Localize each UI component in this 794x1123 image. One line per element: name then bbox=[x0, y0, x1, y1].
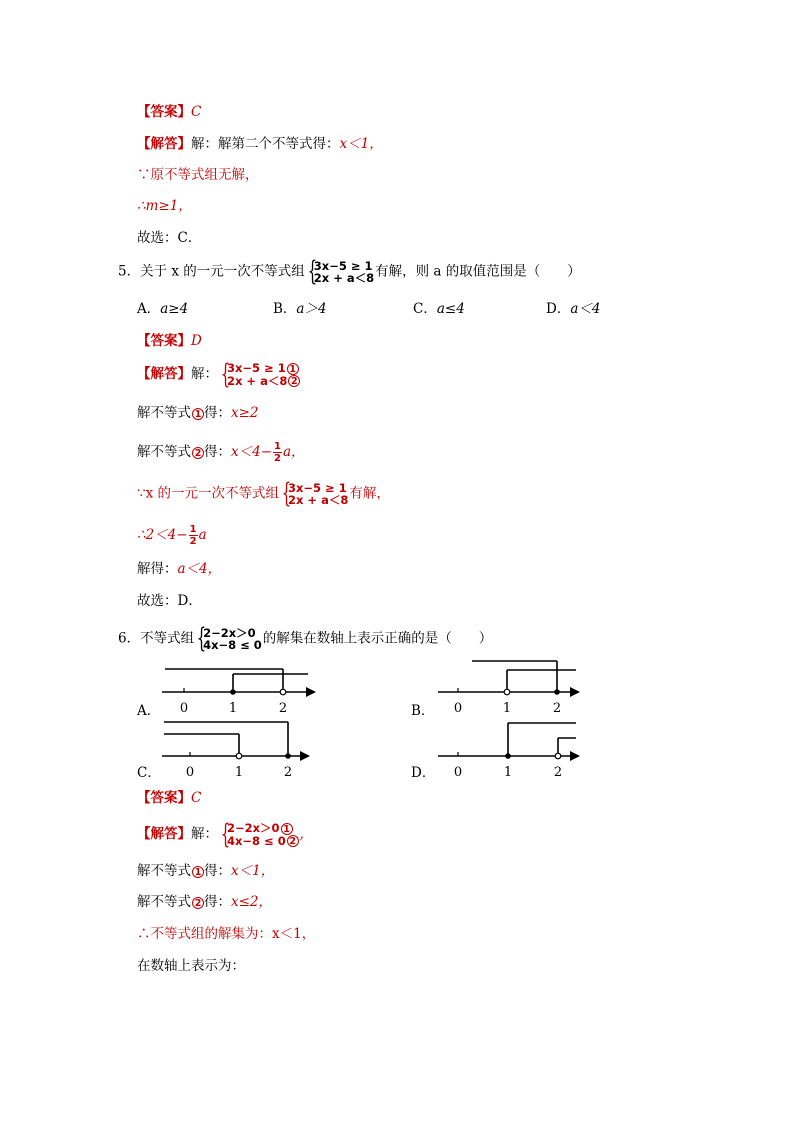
tick-label: 0 bbox=[453, 765, 463, 780]
circle-1-icon: 1 bbox=[192, 408, 204, 420]
q5-option-a[interactable] bbox=[137, 300, 188, 318]
q6-step4: 在数轴上表示为： bbox=[137, 958, 245, 974]
system-row: 3x−5 ≥ 1 bbox=[288, 481, 347, 495]
system-row: 3x−5 ≥ 1 1 bbox=[227, 362, 300, 375]
fraction: $\frac{1}{2}$ bbox=[189, 524, 197, 547]
q5-step1 bbox=[137, 404, 259, 422]
step-text: 得： bbox=[204, 894, 231, 910]
q5-step3 bbox=[137, 478, 390, 509]
q6-option-c-number-line[interactable] bbox=[160, 718, 320, 780]
stem-text: 的解集在数轴上表示正确的是（ ） bbox=[262, 630, 493, 647]
tick-label: 1 bbox=[502, 701, 512, 716]
answer-value: C bbox=[191, 104, 202, 120]
q5-answer-line bbox=[137, 332, 202, 350]
step-math: x＜1， bbox=[231, 863, 275, 879]
inequality-system: { 2−2x＞0 1 4x−8 ≤ 0 2 bbox=[219, 822, 299, 847]
q6-stem bbox=[118, 623, 493, 654]
q5-choose: 故选：D． bbox=[137, 593, 202, 609]
q4-step2: ∵原不等式组无解， bbox=[137, 167, 259, 183]
circle-2-icon: 2 bbox=[287, 835, 299, 847]
system-row: 2x + a＜8 bbox=[288, 493, 349, 507]
q6-option-a-number-line[interactable] bbox=[160, 668, 320, 718]
q6-answer-line bbox=[137, 789, 201, 807]
system-row: 3x−5 ≥ 1 bbox=[313, 259, 373, 273]
q6-option-b-label[interactable]: B． bbox=[411, 703, 435, 719]
q6-option-a-label[interactable]: A． bbox=[137, 703, 161, 719]
circle-1-icon: 1 bbox=[287, 363, 299, 375]
q5-step5 bbox=[137, 560, 221, 578]
q6-option-c-label[interactable]: C． bbox=[137, 765, 161, 781]
solution-intro: 解： bbox=[191, 366, 218, 382]
circle-1-icon: 1 bbox=[192, 866, 204, 878]
q6-step2 bbox=[137, 893, 272, 911]
step-text: 解不等式 bbox=[137, 405, 191, 421]
tick-label: 2 bbox=[553, 765, 563, 780]
step-text: 得： bbox=[204, 863, 231, 879]
q6-option-d-number-line[interactable] bbox=[436, 718, 586, 780]
inequality-system: { 3x−5 ≥ 1 1 2x + a＜8 2 bbox=[219, 362, 300, 387]
fraction: $\frac{1}{2}$ bbox=[274, 441, 281, 464]
option-label: B． bbox=[273, 301, 297, 317]
q5-option-b[interactable] bbox=[273, 300, 327, 318]
step-math: a bbox=[198, 527, 207, 543]
tick-label: 1 bbox=[503, 765, 513, 780]
step-text: 得： bbox=[204, 405, 231, 421]
answer-label: 【答案】 bbox=[137, 333, 191, 349]
system-row: 2x + a＜8 2 bbox=[227, 375, 300, 388]
tick-label: 0 bbox=[185, 765, 195, 780]
tick-label: 0 bbox=[453, 701, 463, 716]
step-text: 得： bbox=[204, 444, 231, 460]
option-label: C． bbox=[413, 301, 437, 317]
step-math: x≤2， bbox=[231, 894, 273, 910]
q6-step1 bbox=[137, 862, 274, 880]
circle-2-icon: 2 bbox=[288, 375, 300, 387]
q4-choose: 故选：C． bbox=[137, 230, 202, 246]
question-number: 5． bbox=[118, 263, 141, 280]
solution-label: 【解答】 bbox=[137, 366, 191, 382]
tick-label: 2 bbox=[278, 701, 288, 716]
step-math: ∴2＜4− bbox=[137, 527, 188, 543]
step-text: ∵x 的一元一次不等式组 bbox=[137, 485, 279, 502]
option-text: a≤4 bbox=[436, 301, 465, 317]
stem-text: 不等式组 bbox=[140, 630, 195, 647]
tick-label: 2 bbox=[283, 765, 293, 780]
tick-label: 0 bbox=[179, 701, 189, 716]
system-row: 2x + a＜8 bbox=[313, 271, 375, 285]
question-number: 6． bbox=[118, 630, 141, 647]
step-text: 解不等式 bbox=[137, 444, 191, 460]
q5-step4 bbox=[137, 524, 207, 547]
tick-label: 1 bbox=[234, 765, 244, 780]
solution-intro: 解： bbox=[191, 826, 218, 842]
q4-answer-line bbox=[137, 103, 201, 121]
q4-solution-line bbox=[137, 135, 383, 153]
step-text: 解得： bbox=[137, 561, 178, 577]
q5-step2 bbox=[137, 441, 305, 464]
solution-label: 【解答】 bbox=[137, 826, 191, 842]
step-math: a＜4， bbox=[177, 561, 222, 577]
system-row: 4x−8 ≤ 0 bbox=[203, 638, 262, 652]
option-label: D． bbox=[546, 301, 571, 317]
option-text: a＜4 bbox=[570, 301, 601, 317]
solution-math: x＜1， bbox=[339, 136, 383, 152]
inequality-system: { 3x−5 ≥ 1 2x + a＜8 bbox=[307, 256, 375, 287]
circle-2-icon: 2 bbox=[192, 897, 204, 909]
tick-label: 2 bbox=[552, 701, 562, 716]
answer-label: 【答案】 bbox=[137, 104, 191, 120]
step-text: 解不等式 bbox=[137, 863, 191, 879]
step-text: 有解， bbox=[349, 485, 390, 502]
solution-intro: 解：解第二个不等式得： bbox=[191, 136, 340, 152]
q5-option-c[interactable] bbox=[413, 300, 465, 318]
q6-solution-line: 【解答】解： { 2−2x＞0 1 4x−8 ≤ 0 2 , bbox=[137, 818, 304, 850]
q5-option-d[interactable] bbox=[546, 300, 600, 318]
answer-value: C bbox=[191, 790, 202, 806]
step-math: x≥2 bbox=[231, 405, 259, 421]
stem-text: 关于 x 的一元一次不等式组 bbox=[140, 263, 305, 280]
circle-1-icon: 1 bbox=[281, 823, 293, 835]
q6-step3: ∴不等式组的解集为：x＜1， bbox=[137, 926, 316, 942]
option-label: A． bbox=[137, 301, 161, 317]
system-row: 2−2x＞0 1 bbox=[227, 822, 299, 835]
answer-label: 【答案】 bbox=[137, 790, 191, 806]
step-text: 解不等式 bbox=[137, 894, 191, 910]
circle-2-icon: 2 bbox=[192, 447, 204, 459]
option-text: a＞4 bbox=[296, 301, 327, 317]
tick-label: 1 bbox=[228, 701, 238, 716]
answer-value: D bbox=[191, 333, 202, 349]
q5-stem bbox=[118, 256, 581, 287]
system-row: 4x−8 ≤ 0 2 bbox=[227, 835, 299, 848]
option-text: a≥4 bbox=[160, 301, 189, 317]
inequality-system: { 2−2x＞0 4x−8 ≤ 0 bbox=[196, 623, 262, 654]
step-math: a， bbox=[282, 444, 305, 460]
q5-solution-line bbox=[137, 358, 301, 390]
solution-label: 【解答】 bbox=[137, 136, 191, 152]
q6-option-d-label[interactable]: D． bbox=[411, 765, 436, 781]
stem-text: 有解，则 a 的取值范围是（ ） bbox=[375, 263, 581, 280]
q4-step3: ∴m≥1， bbox=[137, 198, 192, 214]
system-row: 2−2x＞0 bbox=[203, 626, 256, 640]
q6-option-b-number-line[interactable] bbox=[436, 656, 586, 718]
inequality-system: { 3x−5 ≥ 1 2x + a＜8 bbox=[281, 478, 349, 509]
step-math: x＜4− bbox=[231, 444, 273, 460]
